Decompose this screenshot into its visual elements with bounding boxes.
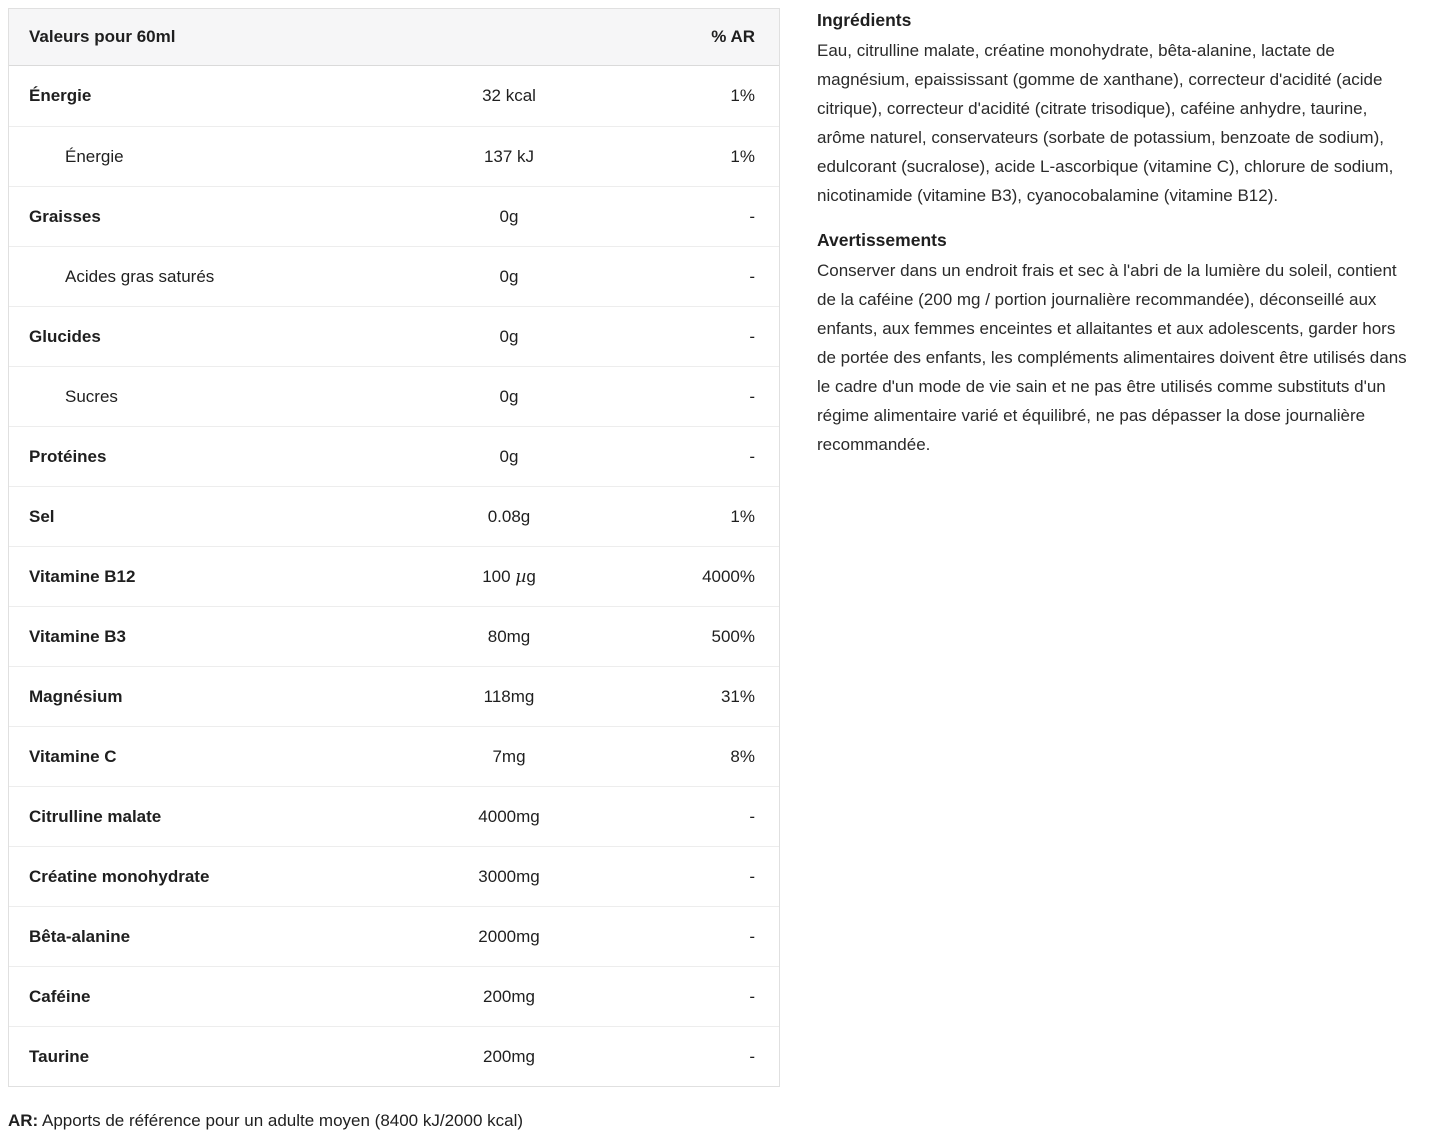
table-row: [9, 486, 779, 546]
text-column: [817, 8, 1413, 477]
row-value: 0g: [499, 326, 519, 346]
footnote-text: Apports de référence pour un adulte moyen (8400 kJ/2000 kcal): [38, 1111, 524, 1130]
row-ar-percent: -: [749, 386, 755, 406]
row-label: Glucides: [29, 326, 101, 346]
row-value: 4000mg: [478, 806, 540, 826]
row-ar-percent: 1%: [730, 146, 755, 166]
table-row: [9, 666, 779, 726]
row-ar-percent: 1%: [730, 86, 755, 105]
ingredients-heading: Ingrédients: [817, 10, 912, 30]
row-value: 32 kcal: [482, 86, 536, 105]
row-ar-percent: -: [749, 986, 755, 1006]
table-row: [9, 126, 779, 186]
row-ar-percent: 500%: [711, 626, 755, 646]
nutrition-table: [8, 8, 780, 1087]
row-label: Énergie: [65, 146, 124, 166]
row-ar-percent: 1%: [730, 506, 755, 526]
table-row: [9, 726, 779, 786]
row-value: 100 µg: [482, 566, 536, 587]
row-ar-percent: -: [749, 1046, 755, 1066]
row-label: Protéines: [29, 446, 107, 466]
row-label: Graisses: [29, 206, 101, 226]
row-ar-percent: -: [749, 326, 755, 346]
row-ar-percent: -: [749, 806, 755, 826]
row-label: Magnésium: [29, 686, 123, 706]
table-row: [9, 606, 779, 666]
warnings-text: Conserver dans un endroit frais et sec à l'abri de la lumière du soleil, contient de la caféine (200 mg / portion journalière recommandée), déconseillé aux enfants, aux femmes enceintes et allaitantes et aux adolescents, garder hors de portée des enfants, les compléments alimentaires doivent être utilisés dans le cadre d'un mode de vie sain et ne pas être utilisés comme substituts d'un régime alimentaire varié et équilibré, ne pas dépasser la dose journalière recommandée.: [817, 261, 1407, 454]
table-row: [9, 366, 779, 426]
row-ar-percent: -: [749, 266, 755, 286]
table-row: [9, 966, 779, 1026]
row-value: 7mg: [492, 746, 526, 766]
row-label: Caféine: [29, 986, 91, 1006]
row-label: Vitamine B3: [29, 626, 127, 646]
row-value: 0g: [499, 386, 519, 406]
ingredients-text: Eau, citrulline malate, créatine monohydrate, bêta-alanine, lactate de magnésium, epaississant (gomme de xanthane), correcteur d'acidité (acide citrique), correcteur d'acidité (citrate trisodique), caféine anhydre, taurine, arôme naturel, conservateurs (sorbate de potassium, benzoate de sodium), edulcorant (sucralose), acide L-ascorbique (vitamine C), chlorure de sodium, nicotinamide (vitamine B3), cyanocobalamine (vitamine B12).: [817, 41, 1394, 205]
row-label: Acides gras saturés: [65, 266, 215, 286]
header-ar-label: % AR: [711, 27, 755, 46]
table-row: [9, 246, 779, 306]
row-label: Bêta-alanine: [29, 926, 131, 946]
row-value: 137 kJ: [483, 146, 535, 166]
row-value: 200mg: [483, 1046, 535, 1066]
table-row: [9, 906, 779, 966]
row-ar-percent: -: [749, 446, 755, 466]
nutrition-table-body: [9, 66, 779, 1086]
nutrition-table-column: [8, 8, 780, 1133]
table-row: [9, 546, 779, 606]
row-ar-percent: -: [749, 866, 755, 886]
row-label: Vitamine C: [29, 746, 117, 766]
warnings-heading: Avertissements: [817, 230, 947, 250]
row-ar-percent: 4000%: [702, 566, 755, 586]
row-ar-percent: -: [749, 206, 755, 226]
table-row: [9, 846, 779, 906]
table-row: [9, 1026, 779, 1086]
row-ar-percent: 31%: [720, 686, 755, 706]
row-value: 118mg: [483, 686, 535, 706]
table-row: [9, 306, 779, 366]
row-value: 0.08g: [487, 506, 531, 526]
row-label: Vitamine B12: [29, 566, 136, 586]
row-label: Citrulline malate: [29, 806, 162, 826]
row-value: 0g: [499, 266, 519, 286]
row-label: Sucres: [65, 386, 118, 406]
table-row: [9, 786, 779, 846]
nutrition-table-header: [9, 9, 779, 66]
table-row: [9, 186, 779, 246]
row-label: Taurine: [29, 1046, 90, 1066]
row-value: 0g: [499, 206, 519, 226]
header-serving-label: Valeurs pour 60ml: [29, 27, 176, 46]
row-value: 80mg: [487, 626, 531, 646]
row-ar-percent: -: [749, 926, 755, 946]
row-value: 2000mg: [478, 926, 540, 946]
row-value: 3000mg: [478, 866, 540, 886]
reference-footnote: [8, 1109, 780, 1133]
table-row: [9, 426, 779, 486]
row-label: Énergie: [29, 86, 92, 105]
row-ar-percent: 8%: [730, 746, 755, 766]
row-label: Sel: [29, 506, 55, 526]
row-value: 200mg: [483, 986, 535, 1006]
table-row: [9, 66, 779, 126]
footnote-prefix: AR:: [8, 1111, 39, 1130]
row-label: Créatine monohydrate: [29, 866, 210, 886]
row-value: 0g: [499, 446, 519, 466]
